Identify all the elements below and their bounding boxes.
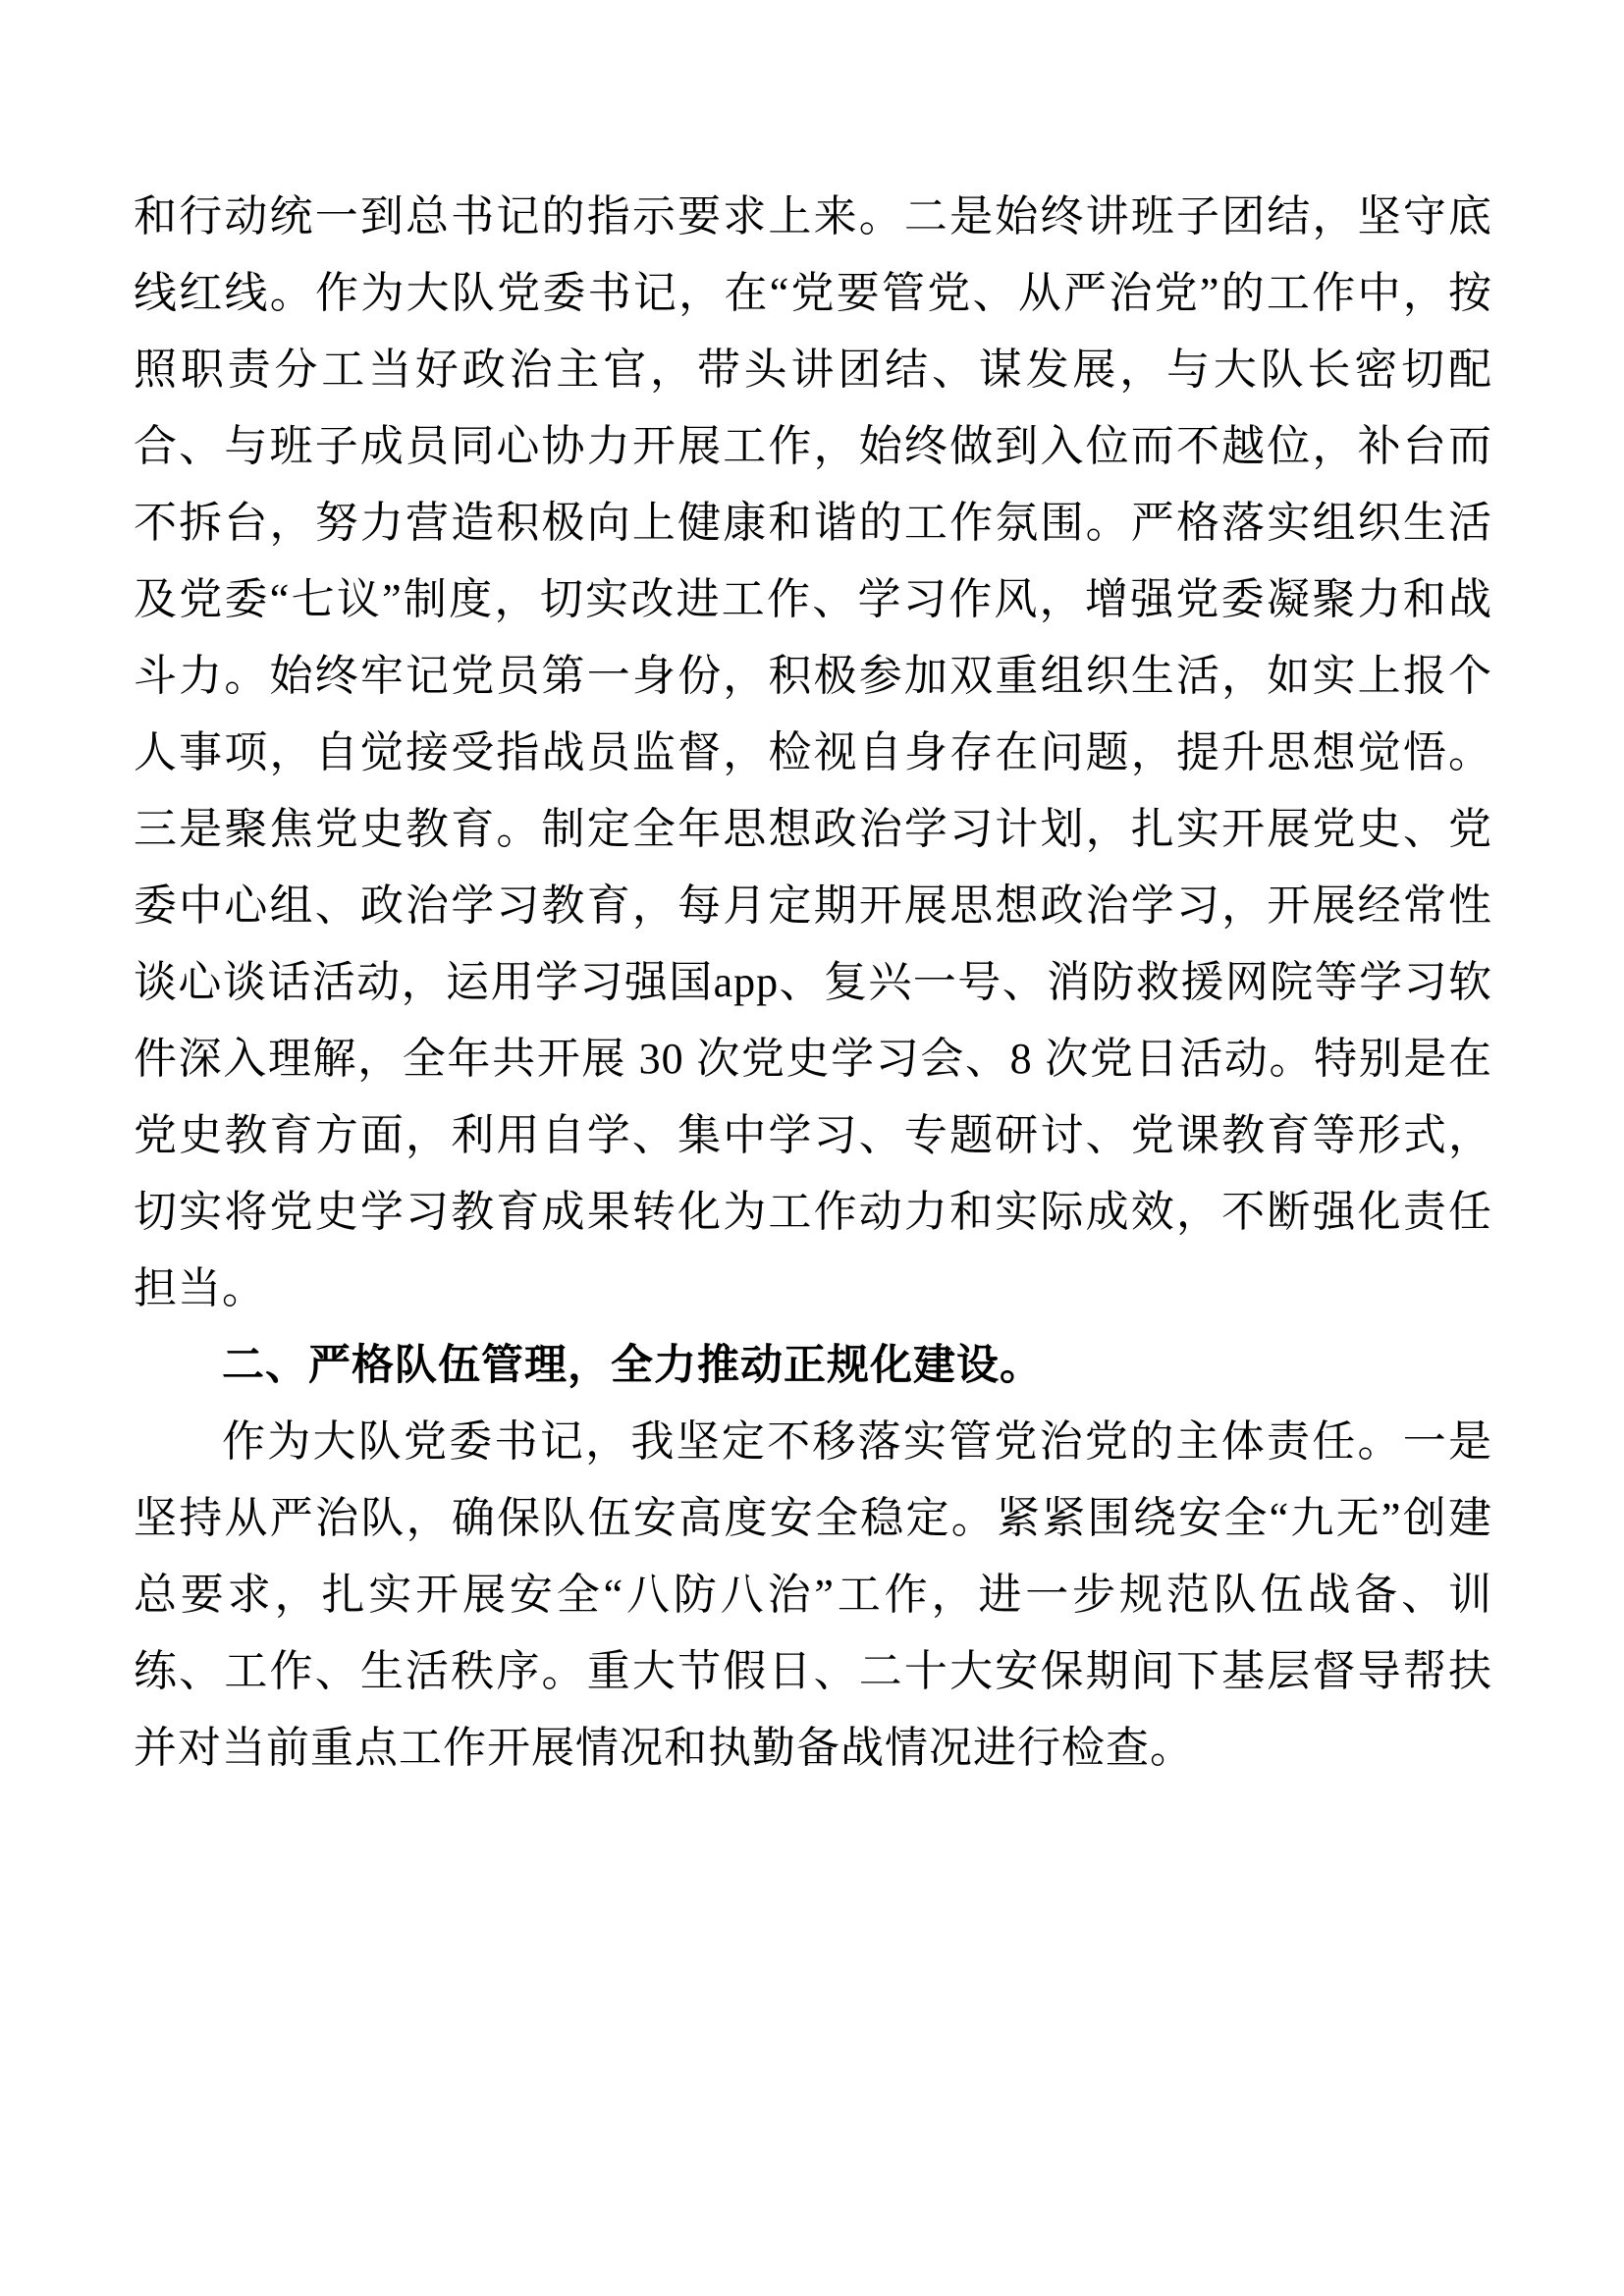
body-paragraph: 作为大队党委书记，我坚定不移落实管党治党的主体责任。一是坚持从严治队，确保队伍安高度安全稳定。紧紧围绕安全“九无”创建总要求，扎实开展安全“八防八治”工作，进一步规范队伍战备、训练、工作、生活秩序。重大节假日、二十大安保期间下基层督导帮扶并对当前重点工作开展情况和执勤备战情况进行检查。 [134, 1417, 1492, 1772]
section-heading: 二、严格队伍管理，全力推动正规化建设。 [222, 1342, 1043, 1389]
continuation-paragraph: 和行动统一到总书记的指示要求上来。二是始终讲班子团结，坚守底线红线。作为大队党委书记，在“党要管党、从严治党”的工作中，按照职责分工当好政治主官，带头讲团结、谋发展，与大队长密切配合、与班子成员同心协力开展工作，始终做到入位而不越位，补台而不拆台，努力营造积极向上健康和谐的工作氛围。严格落实组织生活及党委“七议”制度，切实改进工作、学习作风，增强党委凝聚力和战斗力。始终牢记党员第一身份，积极参加双重组织生活，如实上报个人事项，自觉接受指战员监督，检视自身存在问题，提升思想觉悟。三是聚焦党史教育。制定全年思想政治学习计划，扎实开展党史、党委中心组、政治学习教育，每月定期开展思想政治学习，开展经常性谈心谈话活动，运用学习强国app、复兴一号、消防救援网院等学习软件深入理解，全年共开展 30 次党史学习会、8 次党日活动。特别是在党史教育方面，利用自学、集中学习、专题研讨、党课教育等形式，切实将党史学习教育成果转化为工作动力和实际成效，不断强化责任担当。 [134, 192, 1492, 1312]
